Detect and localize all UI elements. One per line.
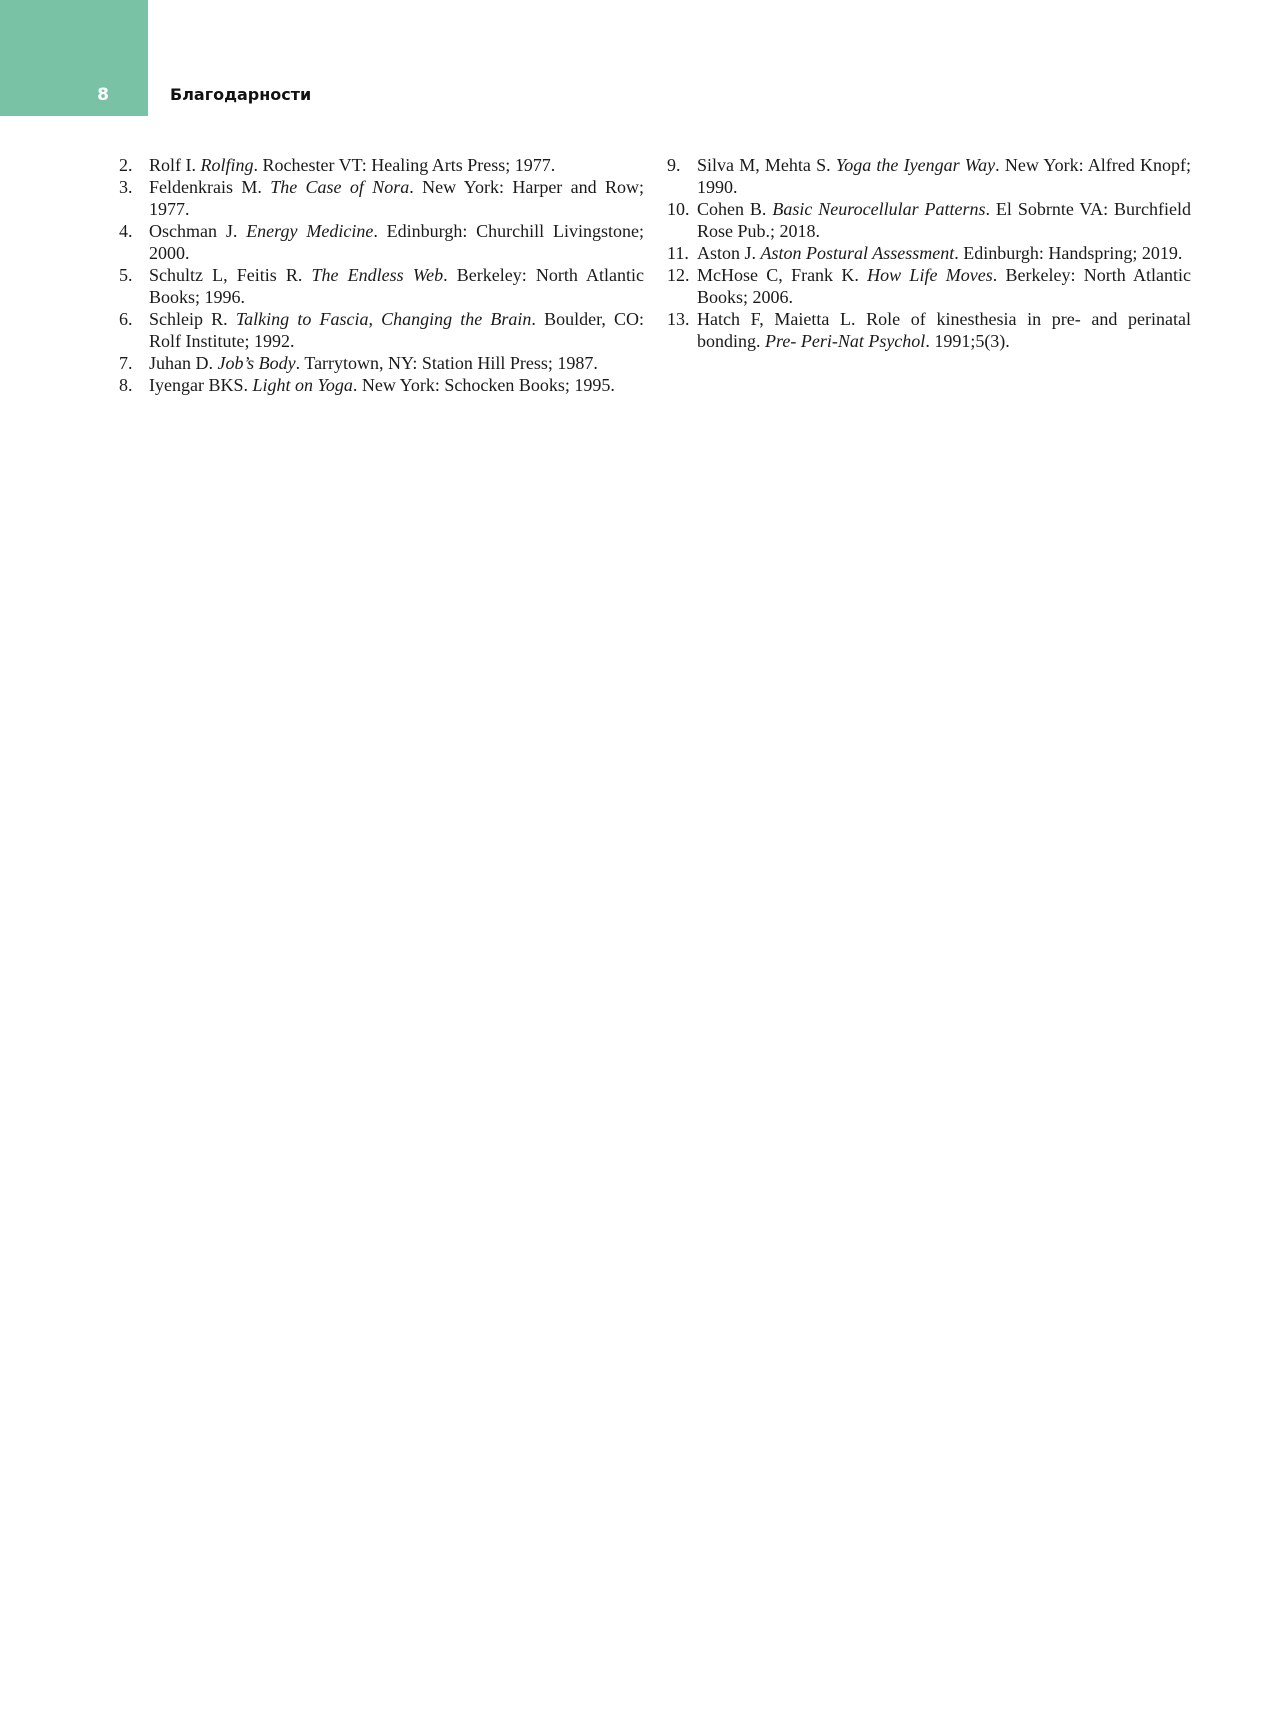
reference-title: Yoga the Iyengar Way: [835, 155, 996, 175]
reference-publication: . Edinburgh: Churchill Livingstone; 2000.: [149, 221, 644, 263]
reference-title: Aston Postural Assessment: [760, 243, 955, 263]
reference-text: [697, 242, 1191, 264]
reference-authors: Rolf I.: [149, 155, 201, 175]
reference-publication: . New York: Schocken Books; 1995.: [352, 375, 615, 395]
reference-item: [119, 154, 644, 176]
reference-authors: Silva M, Mehta S.: [697, 155, 836, 175]
reference-authors: Oschman J.: [149, 221, 247, 241]
reference-text: [149, 154, 644, 176]
reference-title: Basic Neurocellular Patterns: [772, 199, 986, 219]
reference-number: 11.: [667, 243, 689, 263]
reference-title: Rolfing: [200, 155, 254, 175]
reference-item: [119, 352, 644, 374]
reference-authors: Cohen B.: [697, 199, 773, 219]
reference-authors: Hatch F, Maietta L. Role of kinesthesia in pre- and perinatal bonding.: [697, 309, 1191, 351]
references-right-column: [667, 154, 1191, 352]
reference-authors: Iyengar BKS.: [149, 375, 253, 395]
reference-item: [667, 154, 1191, 198]
reference-publication: . Berkeley: North Atlantic Books; 1996.: [149, 265, 645, 307]
reference-publication: . El Sobrnte VA: Burchfield Rose Pub.; 2018.: [697, 199, 1191, 241]
reference-number: 2.: [119, 155, 133, 175]
reference-number: 12.: [667, 265, 690, 285]
references-left-column: [119, 154, 644, 396]
reference-text: [149, 352, 644, 374]
reference-item: [119, 176, 644, 220]
reference-text: [697, 154, 1191, 198]
reference-item: [667, 308, 1191, 352]
reference-title: The Case of Nora: [270, 177, 410, 197]
reference-title: The Endless Web: [311, 265, 444, 285]
reference-title: How Life Moves: [867, 265, 993, 285]
reference-authors: Schleip R.: [149, 309, 236, 329]
reference-publication: . Rochester VT: Healing Arts Press; 1977.: [253, 155, 556, 175]
reference-item: [667, 242, 1191, 264]
reference-text: [697, 308, 1191, 352]
reference-number: 9.: [667, 155, 681, 175]
reference-authors: Aston J.: [697, 243, 761, 263]
reference-title: Talking to Fascia, Changing the Brain: [235, 309, 532, 329]
reference-publication: . Berkeley: North Atlantic Books; 2006.: [697, 265, 1192, 307]
reference-publication: . Boulder, CO: Rolf Institute; 1992.: [149, 309, 645, 351]
reference-item: [667, 264, 1191, 308]
reference-text: [697, 198, 1191, 242]
reference-text: [149, 220, 644, 264]
reference-text: [149, 264, 644, 308]
reference-number: 6.: [119, 309, 133, 329]
reference-title: Pre- Peri-Nat Psychol: [765, 331, 926, 351]
reference-text: [697, 264, 1191, 308]
reference-publication: . New York: Harper and Row; 1977.: [149, 177, 644, 219]
reference-item: [119, 308, 644, 352]
reference-authors: McHose C, Frank K.: [697, 265, 868, 285]
reference-publication: . New York: Alfred Knopf; 1990.: [697, 155, 1191, 197]
reference-item: [119, 374, 644, 396]
section-title: Благодарности: [170, 85, 312, 104]
reference-text: [149, 176, 644, 220]
reference-authors: Schultz L, Feitis R.: [149, 265, 312, 285]
reference-title: Light on Yoga: [252, 375, 353, 395]
reference-publication: . Edinburgh: Handspring; 2019.: [954, 243, 1183, 263]
reference-publication: . 1991;5(3).: [925, 331, 1010, 351]
reference-number: 5.: [119, 265, 133, 285]
reference-title: Energy Medicine: [246, 221, 374, 241]
reference-number: 4.: [119, 221, 133, 241]
reference-item: [119, 220, 644, 264]
reference-title: Job’s Body: [217, 353, 296, 373]
reference-publication: . Tarrytown, NY: Station Hill Press; 1987.: [295, 353, 598, 373]
reference-number: 13.: [667, 309, 690, 329]
reference-item: [119, 264, 644, 308]
reference-number: 7.: [119, 353, 133, 373]
reference-text: [149, 308, 644, 352]
reference-number: 3.: [119, 177, 133, 197]
page-number: 8: [97, 85, 109, 105]
reference-item: [667, 198, 1191, 242]
reference-authors: Juhan D.: [149, 353, 218, 373]
reference-number: 8.: [119, 375, 133, 395]
reference-authors: Feldenkrais M.: [149, 177, 271, 197]
reference-number: 10.: [667, 199, 690, 219]
reference-text: [149, 374, 644, 396]
